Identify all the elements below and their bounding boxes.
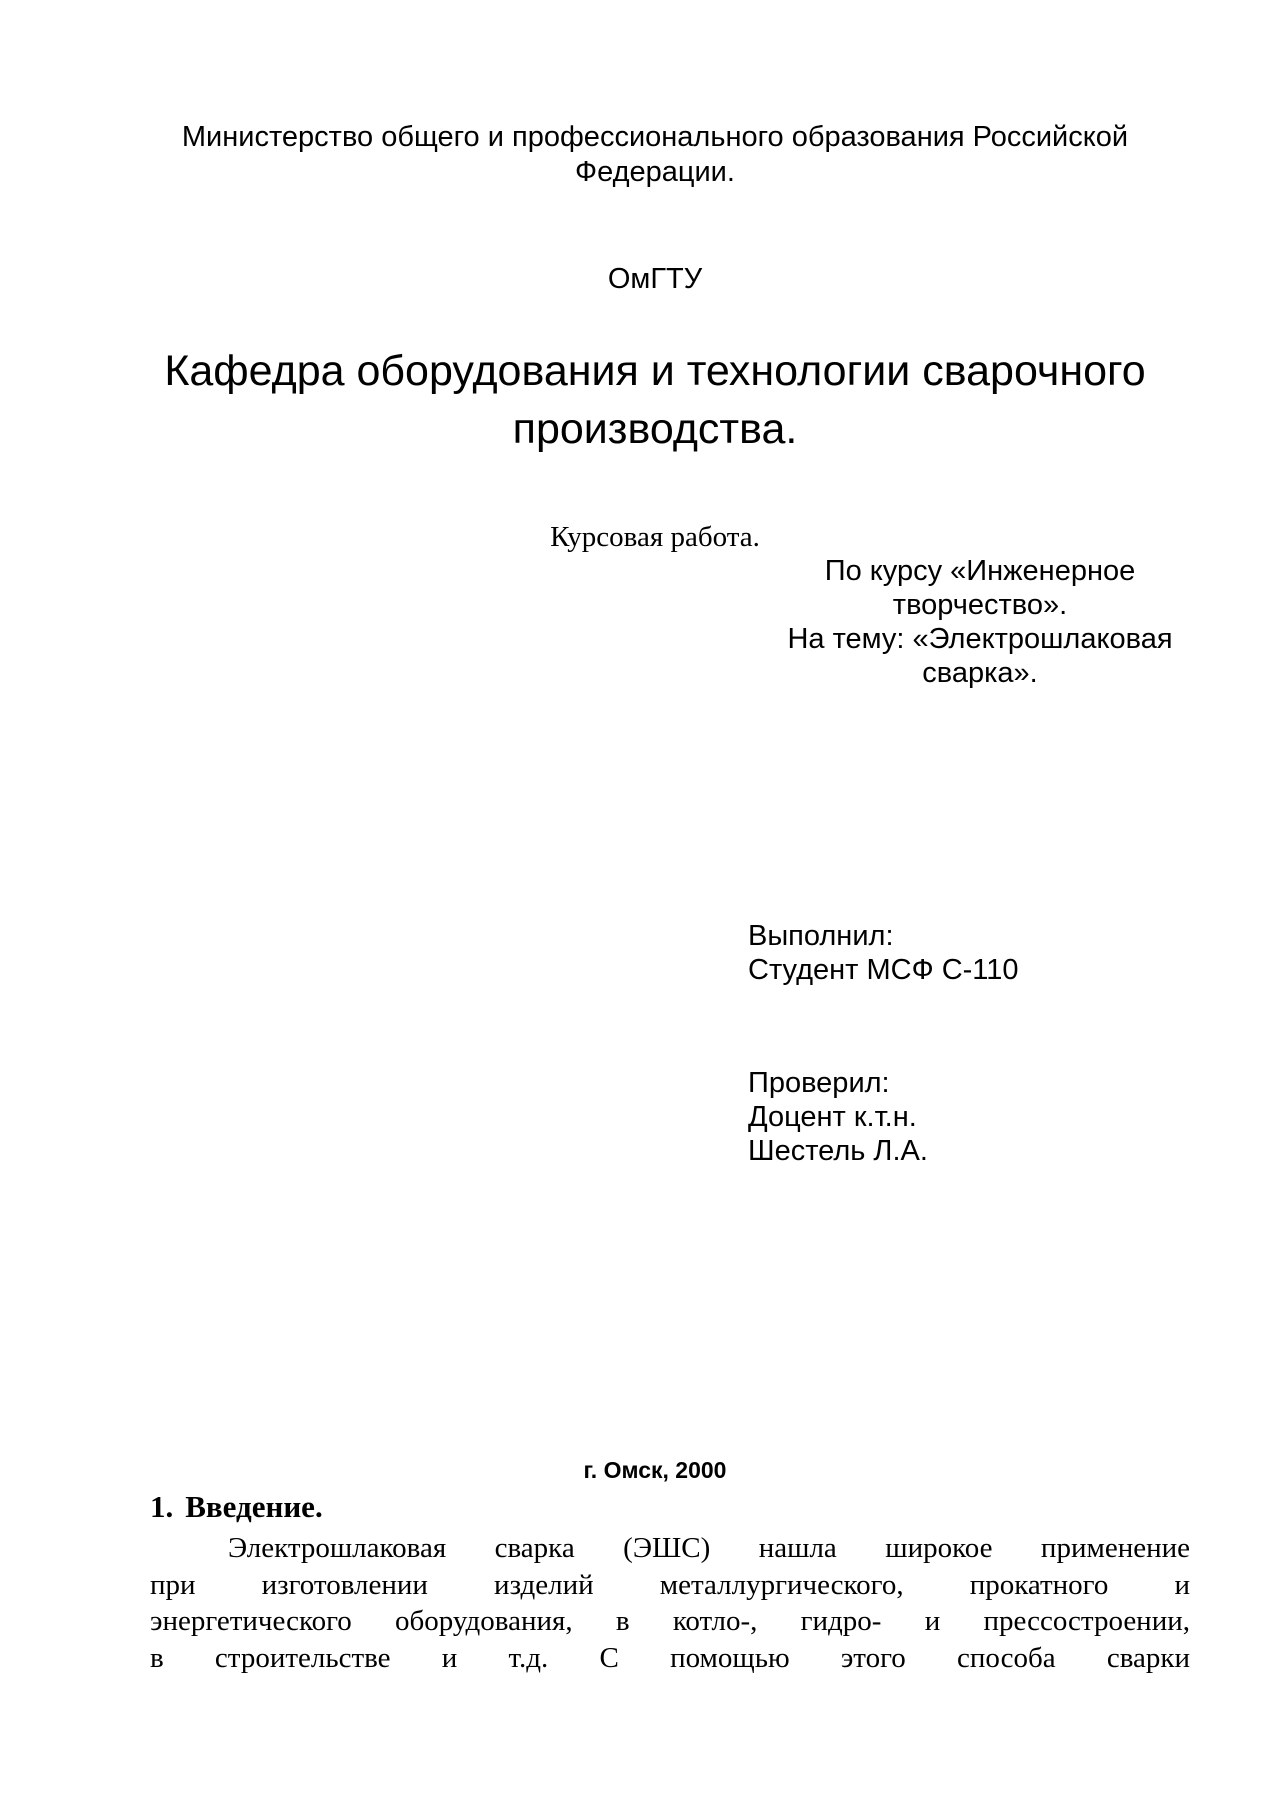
section-title: Введение. (185, 1489, 323, 1524)
ministry-heading (150, 120, 1160, 190)
course-line: сварка». (922, 657, 1038, 689)
ministry-line: Федерации. (575, 156, 735, 188)
city-year: г. Омск, 2000 (583, 1457, 727, 1483)
section-heading (150, 1488, 323, 1526)
student-name: Студент МСФ С-110 (748, 954, 1019, 986)
department-line: Кафедра оборудования и технологии сварочного (164, 347, 1146, 395)
university-name: ОмГТУ (607, 263, 703, 295)
checker-position: Доцент к.т.н. (748, 1101, 917, 1133)
paragraph-line: при изготовлении изделий металлургического, прокатного и (150, 1568, 1190, 1601)
checked-by (748, 1066, 928, 1168)
section-number: 1. (150, 1489, 174, 1524)
paragraph-line: в строительстве и т.д. С помощью этого способа сварки (150, 1641, 1190, 1674)
paragraph-line: Электрошлаковая сварка (ЭШС) нашла широкое применение (228, 1532, 1190, 1564)
performed-label: Выполнил: (748, 920, 894, 952)
course-line: На тему: «Электрошлаковая (787, 623, 1173, 655)
course-line: творчество». (892, 589, 1068, 621)
course-topic (760, 554, 1200, 690)
course-line: По курсу «Инженерное (824, 555, 1136, 587)
ministry-line: Министерство общего и профессионального образования Российской (181, 121, 1129, 153)
paragraph-line: энергетического оборудования, в котло-, гидро- и прессостроении, (150, 1605, 1190, 1637)
performed-by (748, 919, 1019, 987)
work-type: Курсовая работа. (550, 521, 760, 553)
checker-name: Шестель Л.А. (748, 1135, 928, 1167)
department-heading (150, 342, 1160, 458)
checked-label: Проверил: (748, 1067, 890, 1099)
department-line: производства. (512, 405, 798, 453)
intro-paragraph (150, 1530, 1190, 1676)
